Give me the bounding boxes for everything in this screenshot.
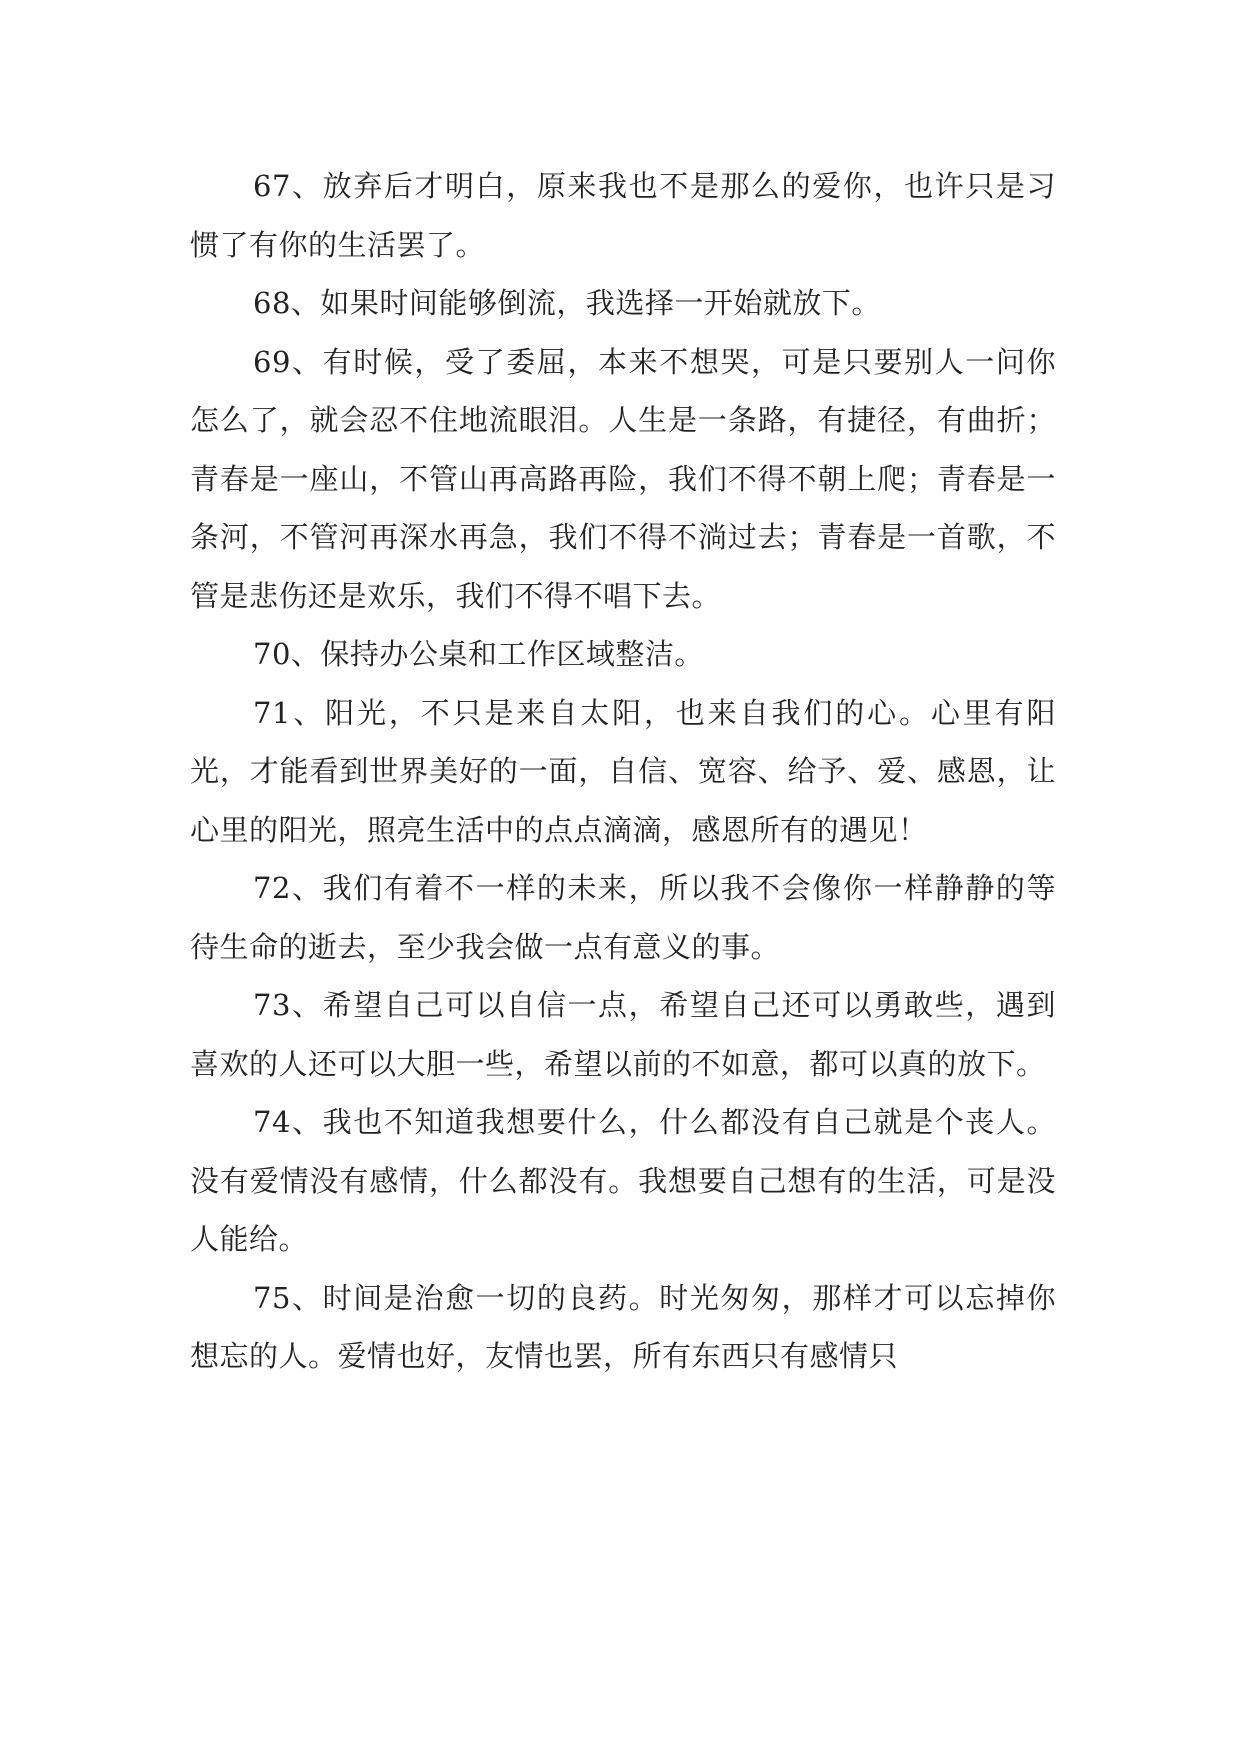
paragraph-74: 74、我也不知道我想要什么，什么都没有自己就是个丧人。没有爱情没有感情，什么都没有。我想要自己想有的生活，可是没人能给。 xyxy=(190,1105,1056,1256)
document-body xyxy=(190,157,1056,1386)
paragraph-71: 71、阳光，不只是来自太阳，也来自我们的心。心里有阳光，才能看到世界美好的一面，自信、宽容、给予、爱、感恩，让心里的阳光，照亮生活中的点点滴滴，感恩所有的遇见！ xyxy=(190,695,1056,847)
paragraph-67: 67、放弃后才明白，原来我也不是那么的爱你，也许只是习惯了有你的生活罢了。 xyxy=(190,169,1056,262)
paragraph-69: 69、有时候，受了委屈，本来不想哭，可是只要别人一问你怎么了，就会忍不住地流眼泪。人生是一条路，有捷径，有曲折；青春是一座山，不管山再高路再险，我们不得不朝上爬；青春是一条河，不管河再深水再急，我们不得不淌过去；青春是一首歌，不管是悲伤还是欢乐，我们不得不唱下去。 xyxy=(190,344,1056,613)
paragraph-75: 75、时间是治愈一切的良药。时光匆匆，那样才可以忘掉你想忘的人。爱情也好，友情也罢，所有东西只有感情只 xyxy=(190,1280,1056,1373)
paragraph-73: 73、希望自己可以自信一点，希望自己还可以勇敢些，遇到喜欢的人还可以大胆一些，希望以前的不如意，都可以真的放下。 xyxy=(190,988,1056,1081)
paragraph-70: 70、保持办公桌和工作区域整洁。 xyxy=(253,637,704,671)
paragraph-72: 72、我们有着不一样的未来，所以我不会像你一样静静的等待生命的逝去，至少我会做一点有意义的事。 xyxy=(190,871,1056,964)
paragraph-68: 68、如果时间能够倒流，我选择一开始就放下。 xyxy=(253,286,881,320)
